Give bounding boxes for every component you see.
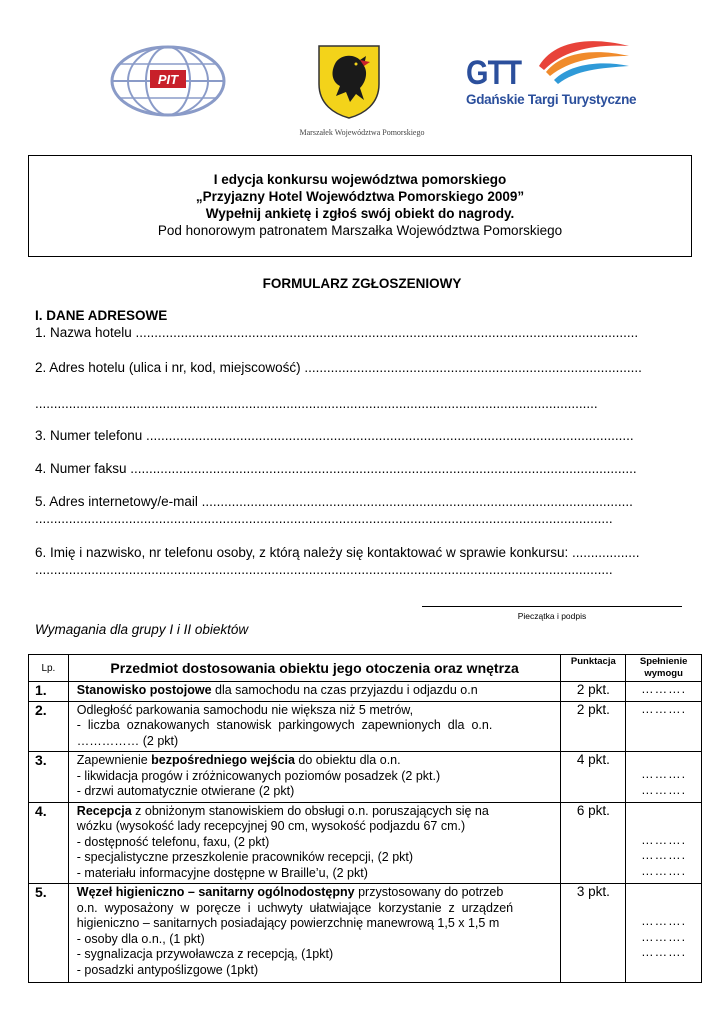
table-row xyxy=(29,752,702,803)
marszalek-caption: Marszałek Województwa Pomorskiego xyxy=(299,128,425,137)
title-line-3: Wypełnij ankietę i zgłoś swój obiekt do nagrody. xyxy=(205,206,515,221)
title-line-4: Pod honorowym patronatem Marszałka Województwa Pomorskiego xyxy=(157,223,563,238)
pit-logo-text: PIT xyxy=(157,72,179,87)
row-description: Stanowisko postojowe dla samochodu na czas przyjazdu i odjazdu o.n xyxy=(68,682,561,702)
table-row xyxy=(29,884,702,983)
header-points: Punktacja xyxy=(561,655,626,682)
row-fulfilment[interactable]: ………. xyxy=(626,682,702,702)
row-description: Zapewnienie bezpośredniego wejścia do obiektu dla o.n. - likwidacja progów i zróżnicowanych poziomów posadzek (2 pkt.) - drzwi automatycznie otwierane (2 pkt) xyxy=(68,752,561,803)
form-title: FORMULARZ ZGŁOSZENIOWY xyxy=(262,276,462,291)
field-fax-number[interactable]: 4. Numer faksu ....................................................................................................................................... xyxy=(35,461,637,476)
row-number: 1. xyxy=(29,682,69,702)
row-number: 3. xyxy=(29,752,69,803)
row-fulfilment[interactable]: ………. ………. xyxy=(626,752,702,803)
gtt-logo xyxy=(466,36,636,116)
header-fulfilment: Spełnienie wymogu xyxy=(626,655,702,682)
logo-bar xyxy=(0,36,724,126)
table-header-row xyxy=(29,655,702,682)
requirements-heading: Wymagania dla grupy I i II obiektów xyxy=(35,622,249,637)
row-description: Recepcja z obniżonym stanowiskiem do obsługi o.n. poruszających się na wózku (wysokość lady recepcyjnej 90 cm, wysokość podjazdu 67 cm.) - dostępność telefonu, faxu, (2 pkt) - specjalistyczne przeszkolenie pracowników recepcji, (2 pkt) - materiału informacyjne dostępne w Braille’u, (2 pkt) xyxy=(68,802,561,884)
table-row xyxy=(29,682,702,702)
gtt-logo-subtitle: Gdańskie Targi Turystyczne xyxy=(466,92,637,107)
field-website-email-continued[interactable]: .......................................................................................................................................................... xyxy=(35,511,613,526)
field-hotel-address-continued[interactable]: ...................................................................................................................................................... xyxy=(35,396,598,411)
stamp-label: Pieczątka i podpis xyxy=(517,611,587,621)
row-points: 2 pkt. xyxy=(561,682,626,702)
row-description: Węzeł higieniczno – sanitarny ogólnodostępny przystosowany do potrzeb o.n. wyposażony w poręcze i uchwyty ułatwiające korzystanie z urządzeń higieniczno – sanitarnych posiadający powierzchnię manewrową 1,5 x 1,5 m - osoby dla o.n., (1 pkt) - sygnalizacja przywoławcza z recepcją, (1pkt) - posadzki antypoślizgowe (1pkt) xyxy=(68,884,561,983)
row-points: 3 pkt. xyxy=(561,884,626,983)
row-points: 6 pkt. xyxy=(561,802,626,884)
field-contact-person-continued[interactable]: .......................................................................................................................................................... xyxy=(35,562,613,577)
header-lp: Lp. xyxy=(29,655,69,682)
title-line-1: I edycja konkursu województwa pomorskiego xyxy=(213,172,507,187)
row-fulfilment[interactable]: ………. xyxy=(626,701,702,752)
header-subject: Przedmiot dostosowania obiektu jego otoczenia oraz wnętrza xyxy=(68,655,561,682)
field-website-email[interactable]: 5. Adres internetowy/e-mail ................................................................................................................... xyxy=(35,494,633,509)
row-fulfilment[interactable]: ………. ………. ………. xyxy=(626,802,702,884)
pomorskie-crest-icon xyxy=(314,42,384,120)
row-fulfilment[interactable]: ………. ………. ………. xyxy=(626,884,702,983)
row-points: 2 pkt. xyxy=(561,701,626,752)
field-hotel-address[interactable]: 2. Adres hotelu (ulica i nr, kod, miejscowość) .......................................................................................... xyxy=(35,360,642,375)
title-box xyxy=(28,155,692,257)
row-description: Odległość parkowania samochodu nie większa niż 5 metrów, - liczba oznakowanych stanowisk parkingowych zapewnionych dla o.n. …………… (2 pkt) xyxy=(68,701,561,752)
requirements-table xyxy=(28,654,702,983)
table-row xyxy=(29,802,702,884)
pit-logo xyxy=(108,44,228,118)
gtt-logo-text: GTT xyxy=(466,54,522,92)
table-row xyxy=(29,701,702,752)
row-points: 4 pkt. xyxy=(561,752,626,803)
signature-line xyxy=(422,606,682,607)
field-phone-number[interactable]: 3. Numer telefonu .................................................................................................................................. xyxy=(35,428,634,443)
waves-icon xyxy=(534,36,634,86)
field-hotel-name[interactable]: 1. Nazwa hotelu ...................................................................................................................................... xyxy=(35,325,639,340)
row-number: 4. xyxy=(29,802,69,884)
row-number: 2. xyxy=(29,701,69,752)
row-number: 5. xyxy=(29,884,69,983)
title-line-2: „Przyjazny Hotel Województwa Pomorskiego 2009” xyxy=(195,189,525,204)
section-heading: I. DANE ADRESOWE xyxy=(35,308,168,323)
field-contact-person[interactable]: 6. Imię i nazwisko, nr telefonu osoby, z którą należy się kontaktować w sprawie konkursu: .................. xyxy=(35,545,640,560)
